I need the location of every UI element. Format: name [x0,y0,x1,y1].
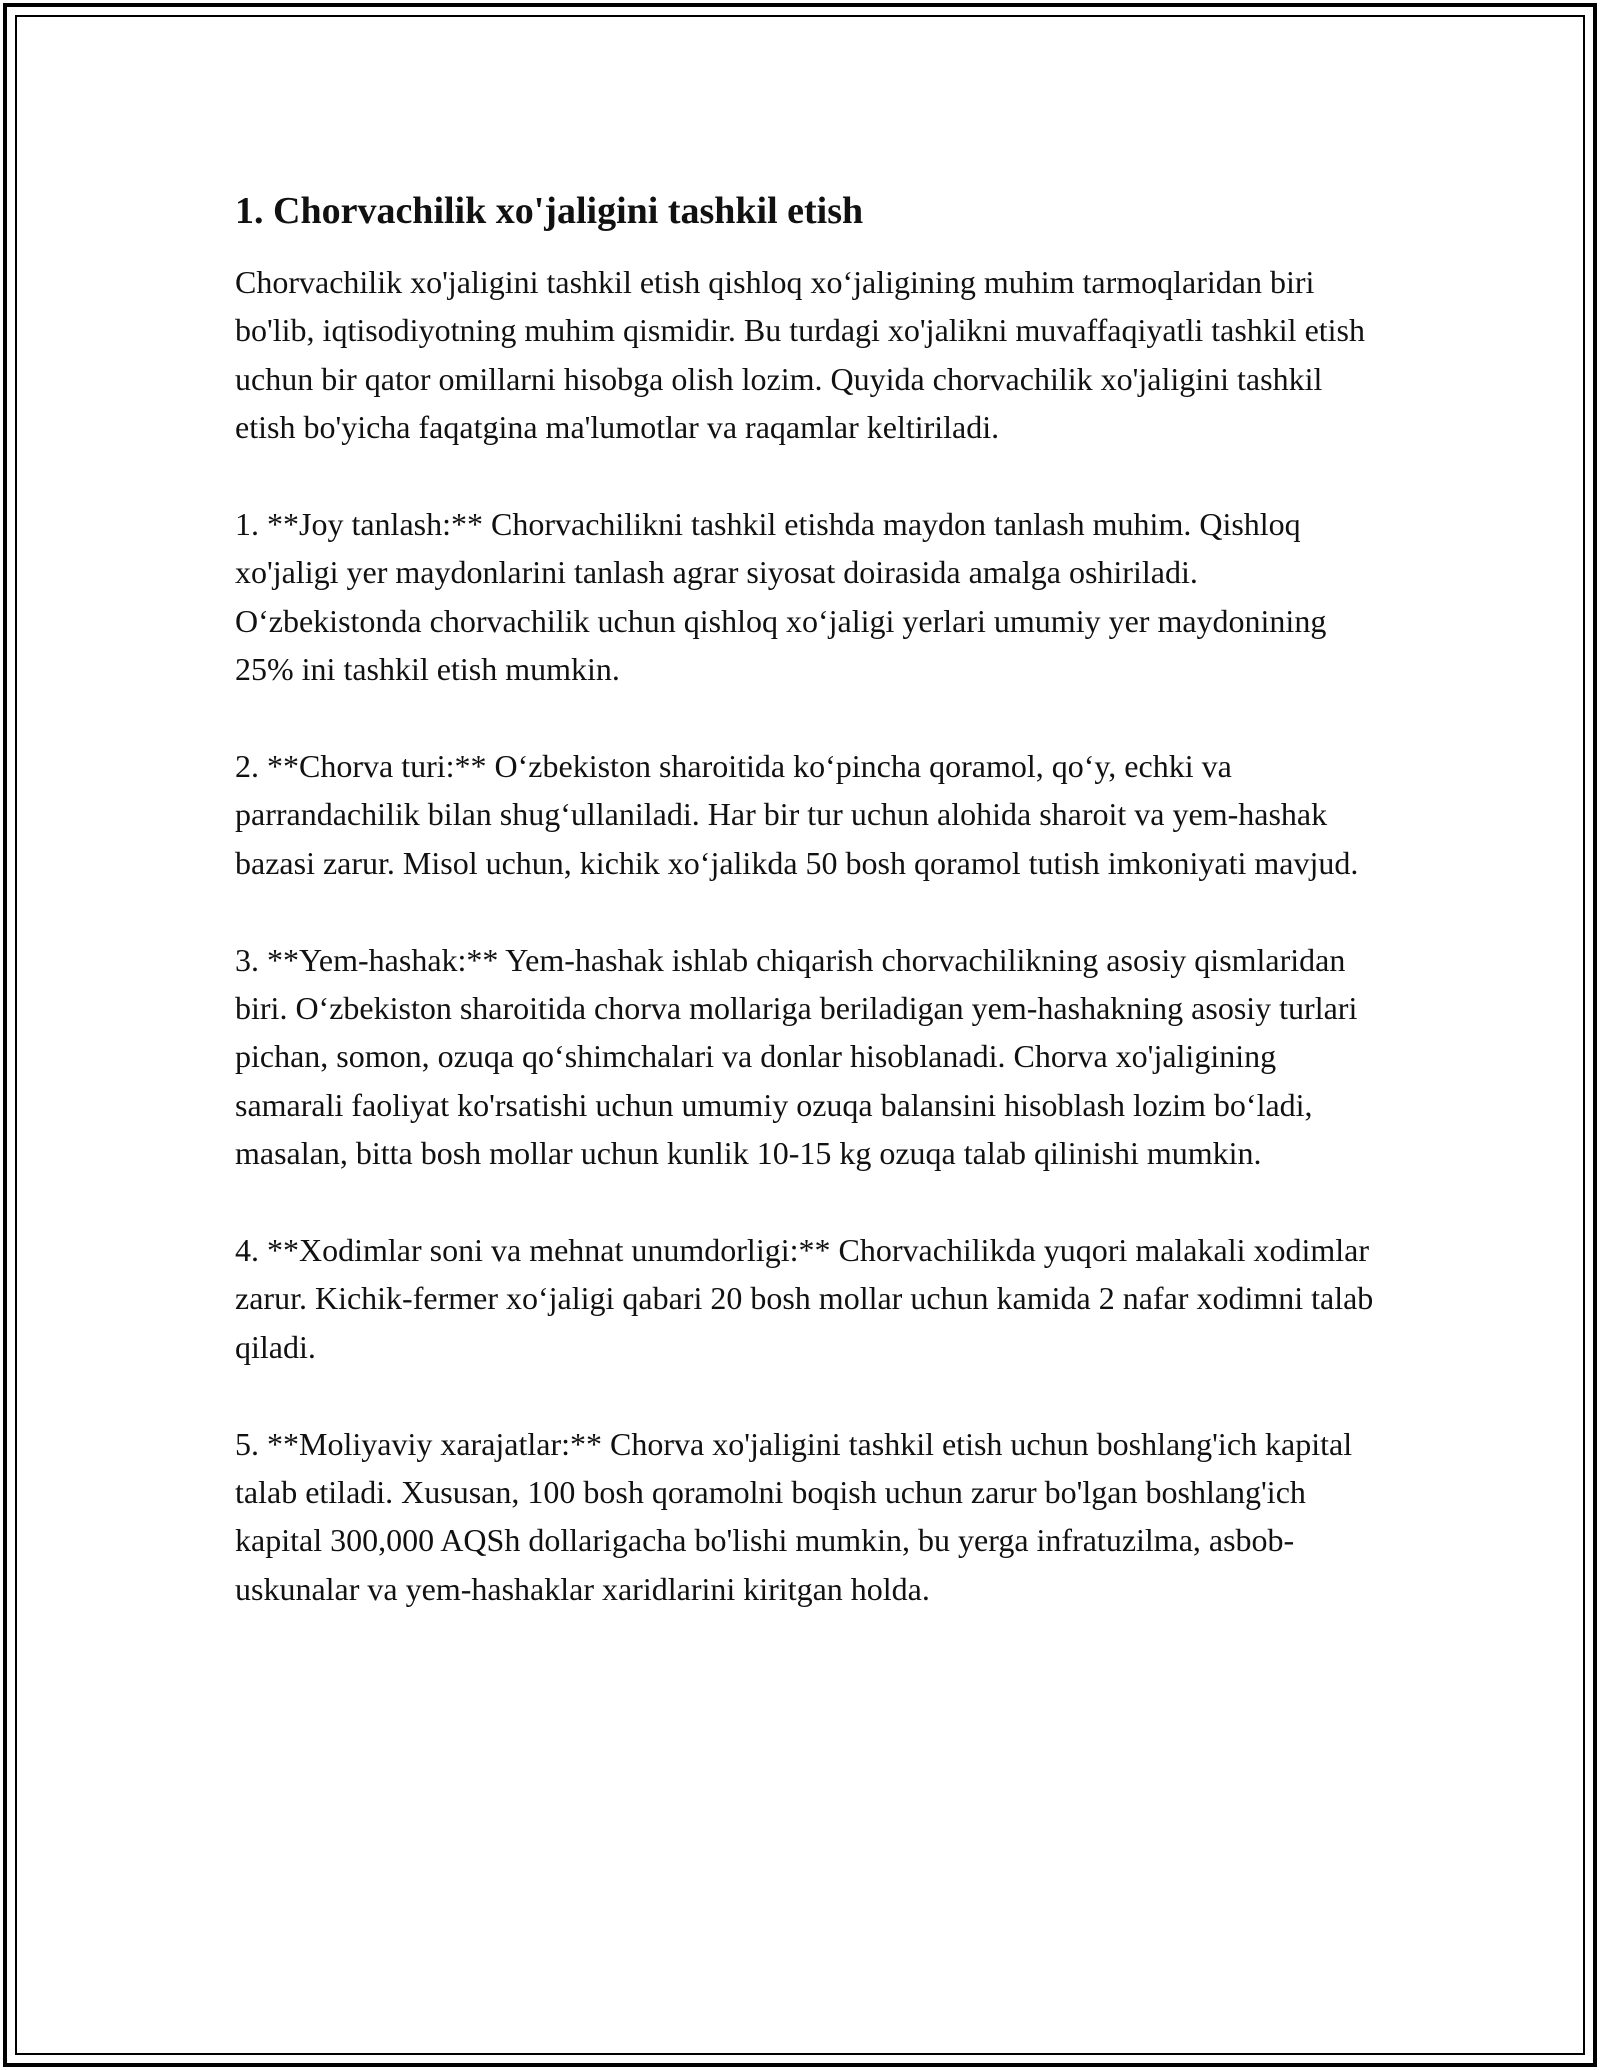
list-item: 1. **Joy tanlash:** Chorvachilikni tashkil etishda maydon tanlash muhim. Qishloq xo'jaligi yer maydonlarini tanlash agrar siyosat doirasida amalga oshiriladi. O‘zbekistonda chorvachilik uchun qishloq xo‘jaligi yerlari umumiy yer maydonining 25% ini tashkil etish mumkin. [235,506,1327,688]
list-item: 3. **Yem-hashak:** Yem-hashak ishlab chiqarish chorvachilikning asosiy qismlaridan biri. O‘zbekiston sharoitida chorva mollariga beriladigan yem-hashakning asosiy turlari pichan, somon, ozuqa qo‘shimchalari va donlar hisoblanadi. Chorva xo'jaligining samarali faoliyat ko'rsatishi uchun umumiy ozuqa balansini hisoblash lozim bo‘ladi, masalan, bitta bosh mollar uchun kunlik 10-15 kg ozuqa talab qilinishi mumkin. [235,941,1358,1172]
list-item: 2. **Chorva turi:** O‘zbekiston sharoitida ko‘pincha qoramol, qo‘y, echki va parrandachilik bilan shug‘ullaniladi. Har bir tur uchun alohida sharoit va yem-hashak bazasi zarur. Misol uchun, kichik xo‘jalikda 50 bosh qoramol tutish imkoniyati mavjud. [235,748,1359,881]
intro-paragraph: Chorvachilik xo'jaligini tashkil etish qishloq xo‘jaligining muhim tarmoqlaridan biri bo'lib, iqtisodiyotning muhim qismidir. Bu turdagi xo'jalikni muvaffaqiyatli tashkil etish uchun bir qator omillarni hisobga olish lozim. Quyida chorvachilik xo'jaligini tashkil etish bo'yicha faqatgina ma'lumotlar va raqamlar keltiriladi. [235,264,1365,446]
list-item: 4. **Xodimlar soni va mehnat unumdorligi:** Chorvachilikda yuqori malakali xodimlar zarur. Kichik-fermer xo‘jaligi qabari 20 bosh mollar uchun kamida 2 nafar xodimni talab qiladi. [235,1232,1374,1365]
document-body [235,186,1375,1613]
document-title: 1. Chorvachilik xo'jaligini tashkil etish [235,190,864,232]
list-item: 5. **Moliyaviy xarajatlar:** Chorva xo'jaligini tashkil etish uchun boshlang'ich kapital talab etiladi. Xususan, 100 bosh qoramolni boqish uchun zarur bo'lgan boshlang'ich kapital 300,000 AQSh dollarigacha bo'lishi mumkin, bu yerga infratuzilma, asbob-uskunalar va yem-hashaklar xaridlarini kiritgan holda. [235,1425,1353,1607]
